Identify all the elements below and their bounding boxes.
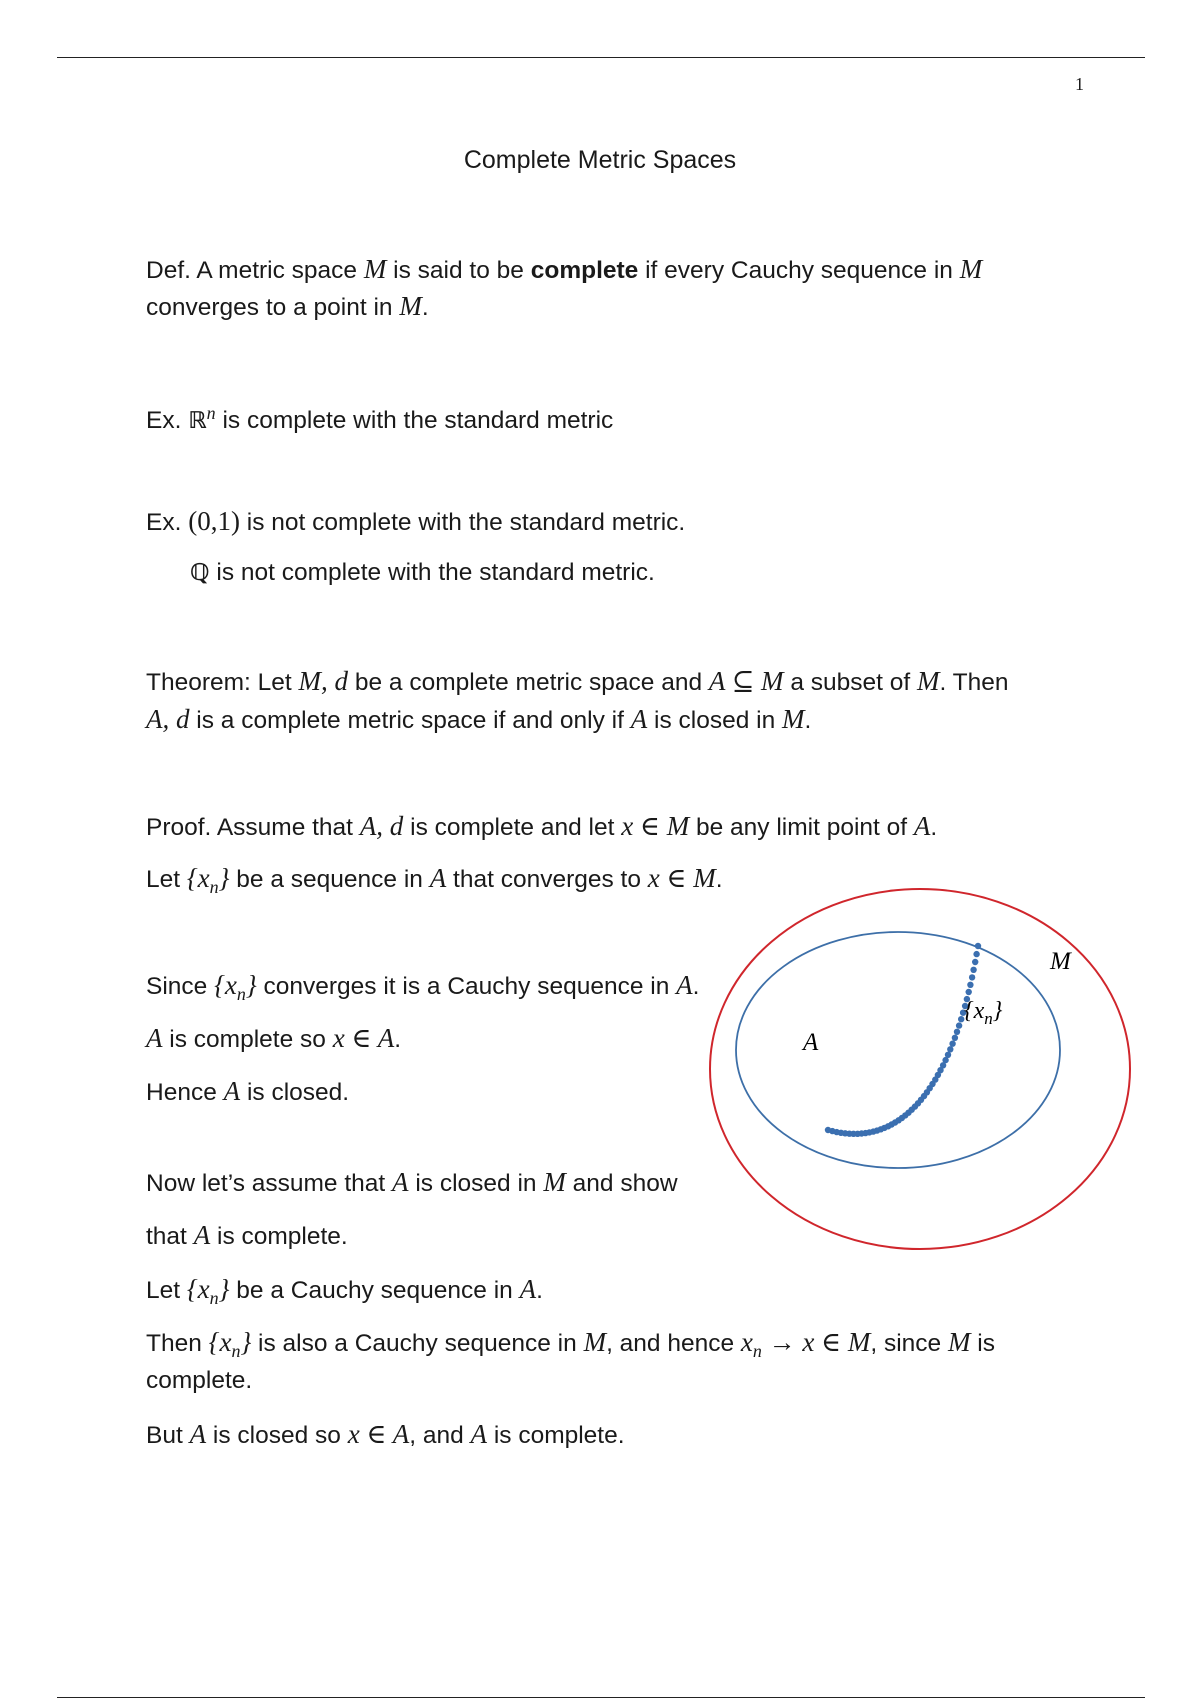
theorem-line-2: A, d is a complete metric space if and only if A is closed in M. [146,704,812,734]
theorem-line-1: Theorem: Let M, d be a complete metric space and A ⊆ M a subset of M. Then [146,666,1009,696]
proof-line-1: Proof. Assume that A, d is complete and let x ∈ M be any limit point of A. [146,811,938,841]
sequence-dot [975,943,981,949]
proof-line-11: But A is closed so x ∈ A, and A is complete. [146,1419,625,1449]
sequence-dot [973,951,979,957]
proof-line-6: Now let’s assume that A is closed in M and show [146,1167,678,1197]
sequence-dot [947,1046,953,1052]
sequence-dot [967,982,973,988]
bottom-rule [57,1697,1145,1698]
page-title: Complete Metric Spaces [463,146,737,174]
page-number: 1 [1075,74,1084,94]
sequence-dot [949,1041,955,1047]
definition-line-2: converges to a point in M. [146,291,429,321]
proof-line-8: Let $\{x_n\}$ be a Cauchy sequence in A. [146,1274,543,1308]
sequence-dot [956,1022,962,1028]
sequence-dot [966,989,972,995]
definition-line-1: Def. A metric space M is said to be complete if every Cauchy sequence in M [146,254,983,284]
proof-line-9: Then $\{x_n\}$ is also a Cauchy sequence in M, and hence $x_n \to x$ ∈ M, since M is [146,1327,995,1361]
sequence-dot [970,967,976,973]
sequence-dot [954,1029,960,1035]
sequence-dot [825,1127,831,1133]
sequence-dot [972,959,978,965]
figure-label-a: A [803,1029,819,1056]
sequence-dots [825,943,981,1137]
figure-label-sequence: $\{x_n\}$ [964,998,1003,1028]
sequence-dot [969,974,975,980]
term-complete: complete [530,257,639,284]
figure-label-m: M [1050,948,1071,975]
sequence-dot [952,1035,958,1041]
proof-line-3: Since $\{x_n\}$ converges it is a Cauchy sequence in A. [146,970,700,1004]
proof-line-4: A is complete so x ∈ A. [146,1023,402,1053]
example-interval: Ex. (0,1) is not complete with the standard metric. [146,506,686,536]
proof-line-7: that A is complete. [146,1220,348,1250]
example-rationals: ℚ is not complete with the standard metric. [190,559,655,586]
proof-line-5: Hence A is closed. [146,1076,350,1106]
inner-set-a-ellipse [736,932,1060,1168]
proof-line-10: complete. [146,1367,253,1394]
example-rn: Ex. ℝ$^n$ is complete with the standard metric [146,403,614,435]
proof-line-2: Let $\{x_n\}$ be a sequence in A that converges to x ∈ M. [146,863,723,897]
outer-set-m-ellipse [710,889,1130,1249]
